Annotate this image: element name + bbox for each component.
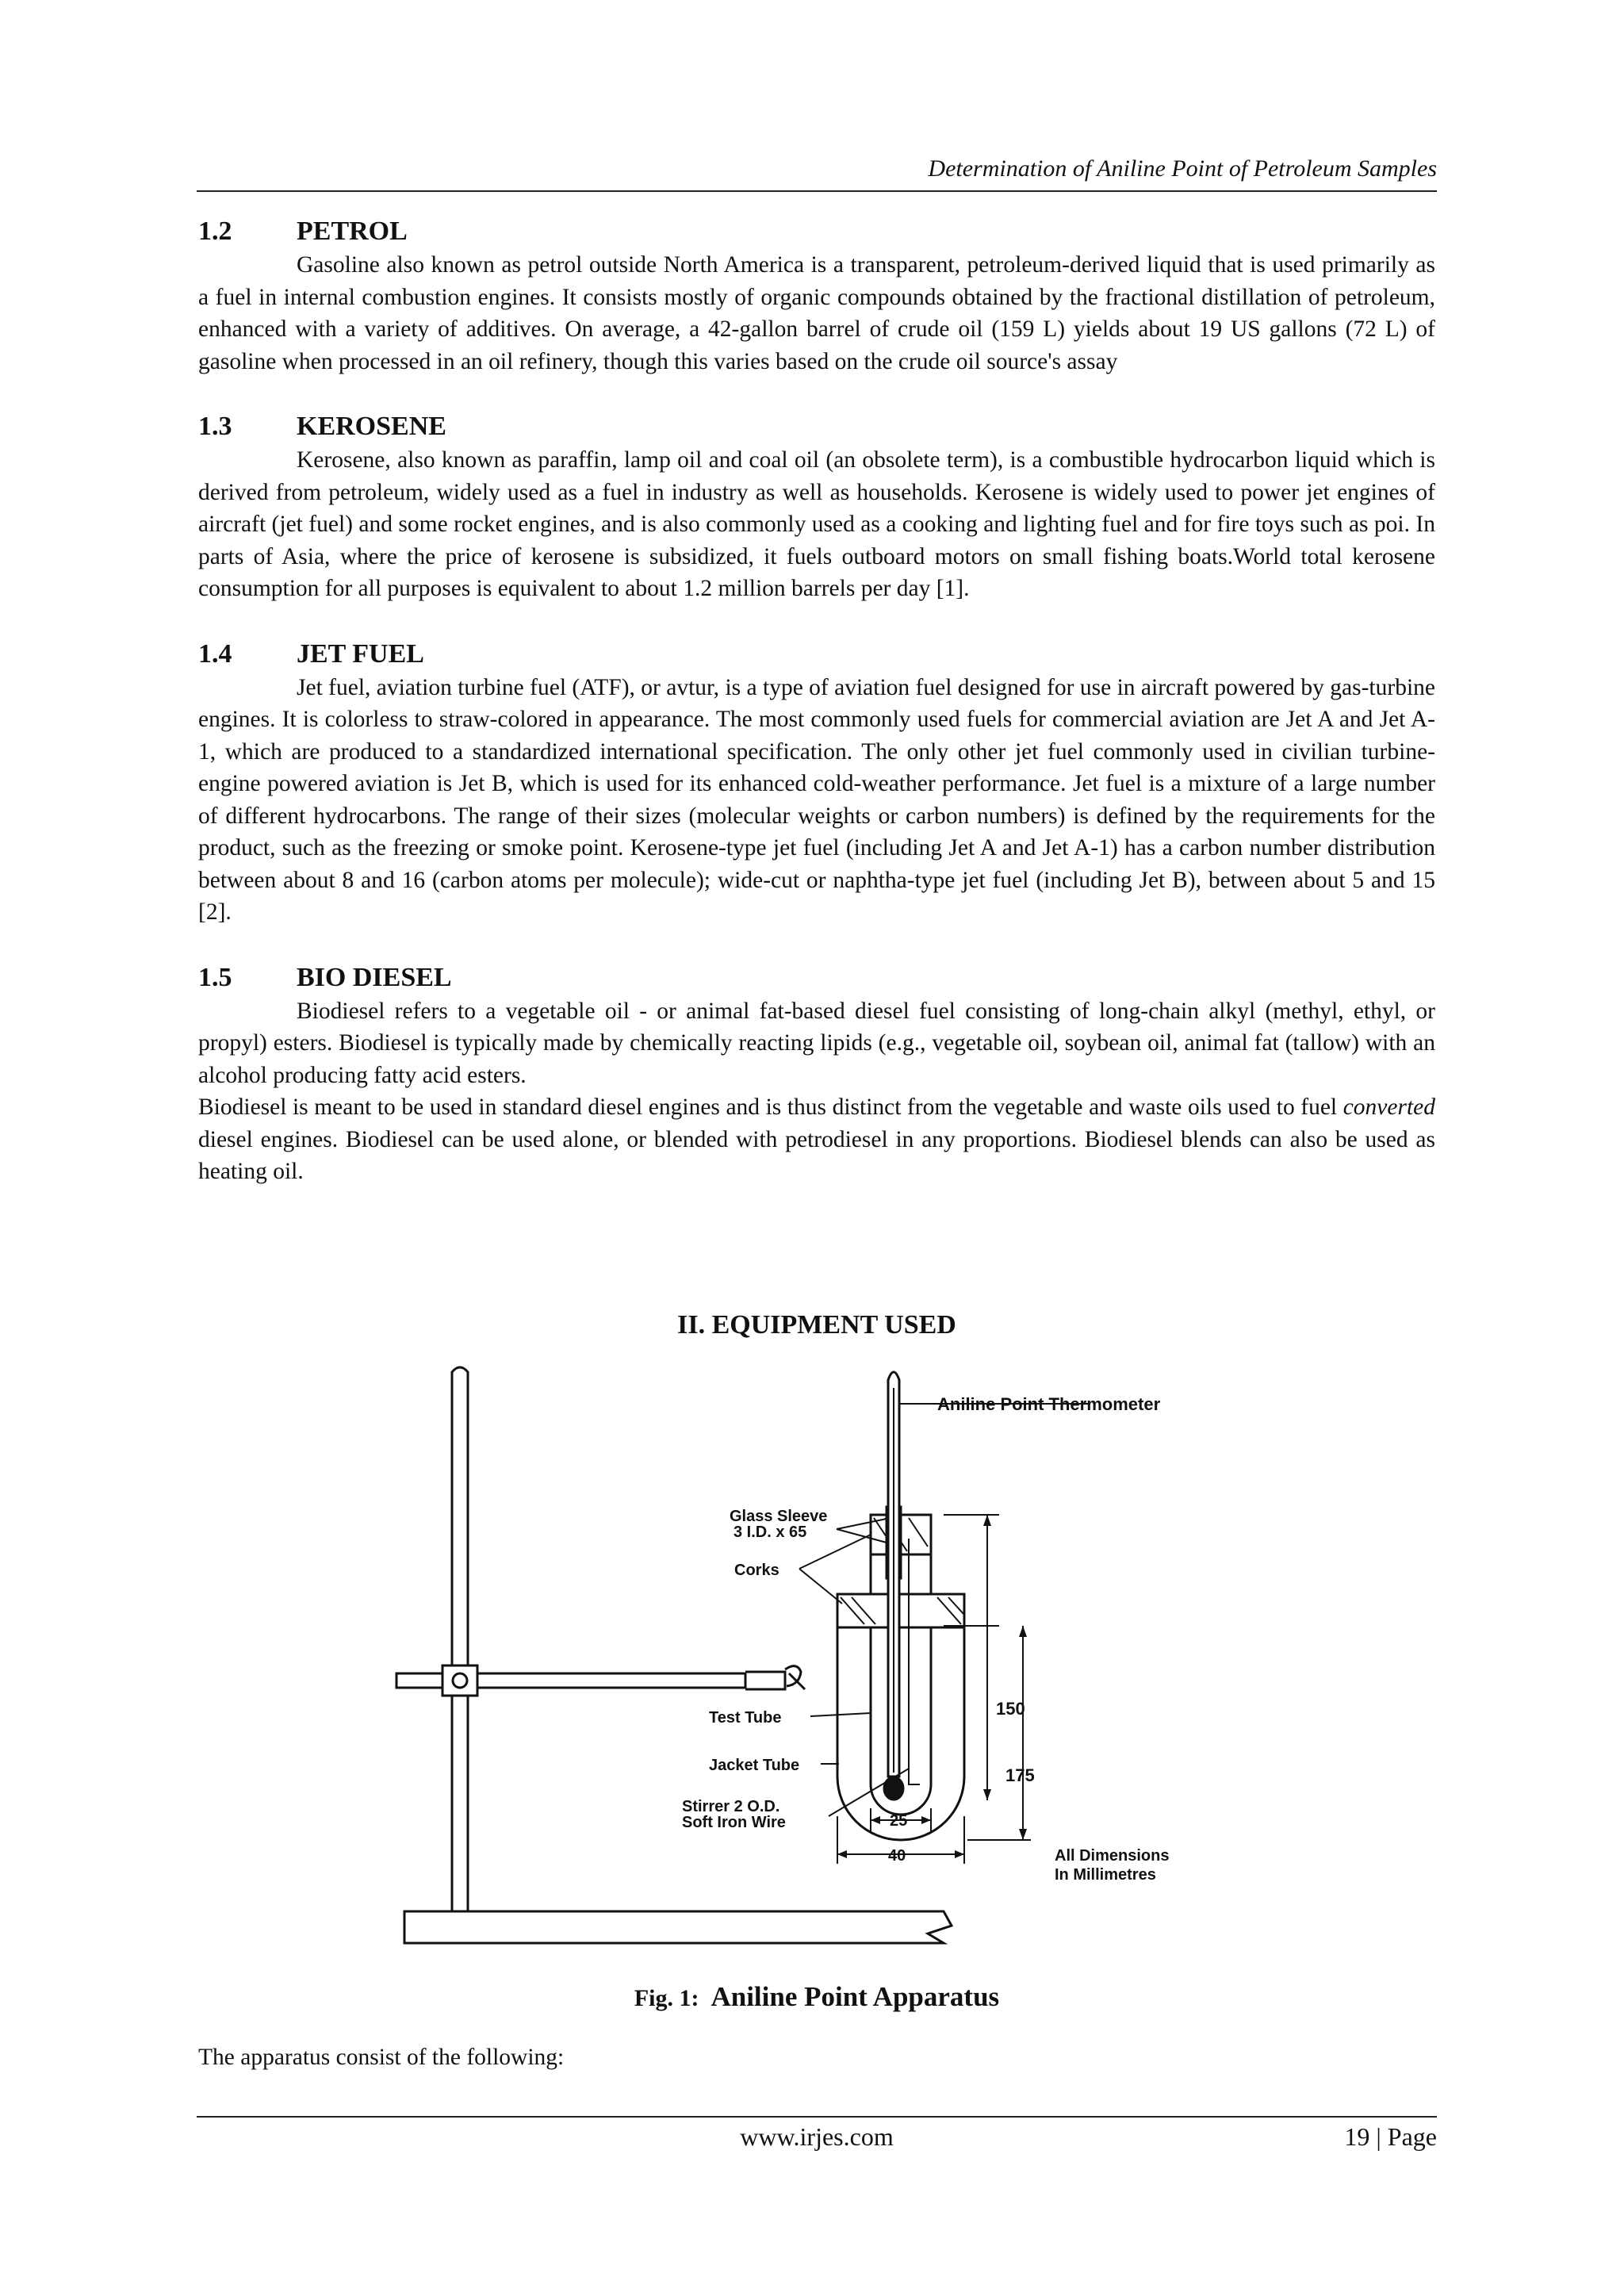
footer-rule — [197, 2116, 1437, 2118]
paragraph-bio-diesel-1: Biodiesel refers to a vegetable oil - or animal fat-based diesel fuel consisting of long-chain alkyl (methyl, ethyl, or propyl) esters. Biodiesel is typically made by chemically reacting lipids (e.g., vegetable oil, soybean oil, animal fat (tallow) with an alcohol producing fatty acid esters. — [198, 998, 1435, 1088]
note-dimensions: All Dimensions — [1055, 1847, 1170, 1865]
label-test-tube: Test Tube — [709, 1709, 782, 1727]
section-number: 1.2 — [198, 217, 232, 246]
dimension-25: 25 — [890, 1812, 908, 1830]
section-heading-petrol — [198, 214, 1435, 249]
section-heading-bio-diesel — [198, 960, 1435, 995]
section-number: 1.4 — [198, 638, 232, 669]
paragraph-kerosene: Kerosene, also known as paraffin, lamp oil and coal oil (an obsolete term), is a combustible hydrocarbon liquid which is derived from petroleum, widely used as a fuel in industry as well as households. Kerosene is widely used to power jet engines of aircraft (jet fuel) and some rocket engines, and is also commonly used as a cooking and lighting fuel and for fire toys such as poi. In parts of Asia, where the price of kerosene is subsidized, it fuels outboard motors on small fishing boats.World total kerosene consumption for all purposes is equivalent to about 1.2 million barrels per day [1]. — [198, 447, 1435, 601]
dimension-40: 40 — [888, 1847, 906, 1865]
label-glass-sleeve: Glass Sleeve — [730, 1508, 828, 1525]
running-header: Determination of Aniline Point of Petroleum Samples — [928, 155, 1437, 182]
section-heading-jet-fuel — [198, 637, 1435, 672]
section-title: BIO DIESEL — [297, 962, 452, 992]
section-title: PETROL — [297, 217, 408, 246]
section-title: JET FUEL — [297, 638, 424, 669]
figure-caption — [198, 1981, 1435, 2013]
section-number: 1.5 — [198, 962, 232, 992]
note-units: In Millimetres — [1055, 1866, 1156, 1884]
section-title: KEROSENE — [297, 412, 446, 441]
label-corks: Corks — [734, 1562, 779, 1579]
header-rule — [197, 190, 1437, 192]
label-stirrer-material: Soft Iron Wire — [682, 1814, 786, 1831]
aniline-point-apparatus-figure — [373, 1356, 1293, 1975]
apparatus-diagram — [373, 1356, 1293, 1975]
dimension-150: 150 — [996, 1699, 1025, 1719]
italic-word: converted — [1342, 1094, 1435, 1120]
label-glass-sleeve-size: 3 I.D. x 65 — [733, 1524, 807, 1541]
paragraph-bio-diesel-2: Biodiesel is meant to be used in standard diesel engines and is thus distinct from the vegetable and waste oils used to fuel converted diesel engines. Biodiesel can be used alone, or blended with petrodiesel in any proportions. Biodiesel blends can also be used as heating oil. — [198, 1094, 1435, 1184]
dimension-175: 175 — [1005, 1765, 1035, 1785]
section-number: 1.3 — [198, 412, 232, 441]
label-thermometer: Aniline Point Thermometer — [937, 1394, 1161, 1414]
label-stirrer: Stirrer 2 O.D. — [682, 1798, 780, 1815]
paragraph-petrol: Gasoline also known as petrol outside North America is a transparent, petroleum-derived liquid that is used primarily as a fuel in internal combustion engines. It consists mostly of organic compounds obtained by the fractional distillation of petroleum, enhanced with a variety of additives. On average, a 42-gallon barrel of crude oil (159 L) yields about 19 US gallons (72 L) of gasoline when processed in an oil refinery, though this varies based on the crude oil source's assay — [198, 252, 1435, 374]
body-content — [198, 214, 1435, 1188]
caption-title: Aniline Point Apparatus — [710, 1981, 1000, 2012]
footer-website: www.irjes.com — [740, 2122, 894, 2151]
label-jacket-tube: Jacket Tube — [709, 1757, 800, 1774]
caption-prefix: Fig. 1: — [634, 1985, 699, 2011]
equipment-heading: II. EQUIPMENT USED — [677, 1310, 956, 1340]
section-heading-kerosene — [198, 409, 1435, 444]
apparatus-intro-text: The apparatus consist of the following: — [198, 2045, 565, 2070]
footer-page-number: 19 | Page — [1344, 2122, 1437, 2151]
paragraph-jet-fuel: Jet fuel, aviation turbine fuel (ATF), or avtur, is a type of aviation fuel designed for use in aircraft powered by gas-turbine engines. It is colorless to straw-colored in appearance. The most commonly used fuels for commercial aviation are Jet A and Jet A-1, which are produced to a standardized international specification. The only other jet fuel commonly used in civilian turbine-engine powered aviation is Jet B, which is used for its enhanced cold-weather performance. Jet fuel is a mixture of a large number of different hydrocarbons. The range of their sizes (molecular weights or carbon numbers) is defined by the requirements for the product, such as the freezing or smoke point. Kerosene-type jet fuel (including Jet A and Jet A-1) has a carbon number distribution between about 8 and 16 (carbon atoms per molecule); wide-cut or naphtha-type jet fuel (including Jet B), between about 5 and 15 [2]. — [198, 674, 1435, 925]
